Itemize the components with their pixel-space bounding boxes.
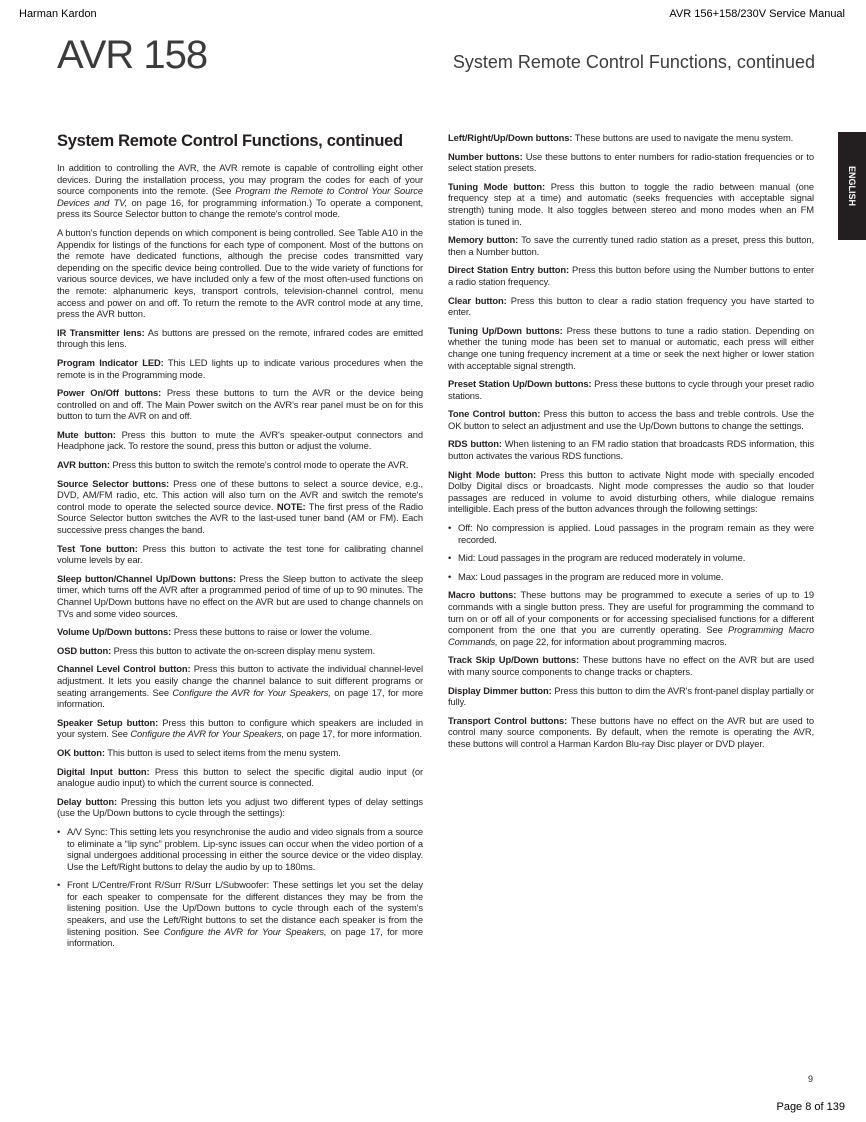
nav-buttons-item: Left/Right/Up/Down buttons: These buttons are used to navigate the menu system. bbox=[448, 132, 794, 143]
list-item: • Mid: Loud passages in the program are reduced moderately in volume. bbox=[448, 552, 814, 564]
section-heading: System Remote Control Functions, continued bbox=[57, 132, 403, 150]
macro-item: Macro buttons: These buttons may be programmed to execute a series of up to 19 commands with a single button press. They are useful for programming the command to turn on or off all of your components or for accessing specialised functions for a different component from the one that you are currently operating. See Programming Macro Commands, on page 22, for information about programming macros. bbox=[448, 589, 814, 647]
number-buttons-item: Number buttons: Use these buttons to enter numbers for radio-station frequencies or to select station presets. bbox=[448, 150, 814, 174]
night-mode-bullets bbox=[448, 522, 814, 582]
memory-item: Memory button: To save the currently tuned radio station as a preset, press this button, then a Number button. bbox=[448, 234, 814, 257]
left-column bbox=[57, 131, 423, 956]
pdf-header-brand: Harman Kardon bbox=[19, 8, 97, 20]
model-title: AVR 158 bbox=[57, 33, 208, 77]
program-led-item: Program Indicator LED: This LED lights up to indicate various procedures when the remote is in the Programming mode. bbox=[57, 356, 423, 380]
ir-transmitter-item: IR Transmitter lens: As buttons are pressed on the remote, infrared codes are emitted through this lens. bbox=[57, 326, 423, 350]
language-tab bbox=[838, 132, 866, 240]
list-item: • Off: No compression is applied. Loud passages in the program remain as they were recorded. bbox=[448, 522, 814, 545]
tone-control-item: Tone Control button: Press this button to access the bass and treble controls. Use the OK button to select an adjustment and use the Up/Down buttons to change the settings. bbox=[448, 408, 814, 431]
rds-item: RDS button: When listening to an FM radio station that broadcasts RDS information, this button activates the various RDS functions. bbox=[448, 438, 814, 462]
night-mode-item: Night Mode button: Press this button to activate Night mode with specially encoded Dolby Digital discs or broadcasts. Night mode compresses the audio so that louder passages are reduced in volume to avoid disturbing others, while dialogue remains intelligible. Each press of the button advances through the following settings: bbox=[448, 468, 815, 515]
test-tone-item: Test Tone button: Press this button to activate the test tone for calibrating channel volume levels by ear. bbox=[57, 542, 423, 566]
direct-station-item: Direct Station Entry button: Press this button before using the Number buttons to enter a radio station frequency. bbox=[448, 264, 815, 287]
delay-bullets bbox=[57, 826, 423, 949]
clear-item: Clear button: Press this button to clear a radio station frequency you have started to enter. bbox=[448, 294, 814, 318]
sleep-item: Sleep button/Channel Up/Down buttons: Press the Sleep button to activate the sleep timer, which turns off the AVR after a programmed period of time of up to 90 minutes. The Channel Up/Down buttons have no effect on the AVR but are used to change channels on TVs and some video sources. bbox=[57, 572, 424, 619]
transport-control-item: Transport Control buttons: These buttons have no effect on the AVR but are used to control many source components. By default, when the remote is operating the AVR, these buttons will control a Harman Kardon Blu-ray Disc player or DVD player. bbox=[448, 714, 814, 749]
ok-item: OK button: This button is used to select items from the menu system. bbox=[57, 746, 341, 758]
page-number: 9 bbox=[808, 1074, 814, 1084]
pdf-page-indicator: Page 8 of 139 bbox=[776, 1101, 845, 1113]
digital-input-item: Digital Input button: Press this button to select the specific digital audio input (or analogue audio input) to which the current source is connected. bbox=[57, 765, 423, 789]
intro-paragraph-1: In addition to controlling the AVR, the AVR remote is capable of controlling eight other devices. During the installation process, you may program the codes for each of your source components into the remote. (See Program the Remote to Control Your Source Devices and TV, on page 16, for programming information.) To operate a component, press its Source Selector button to change the remote's control mode. bbox=[57, 162, 423, 220]
track-skip-item: Track Skip Up/Down buttons: These buttons have no effect on the AVR but are used with many source components to change tracks or chapters. bbox=[448, 654, 814, 677]
display-dimmer-item: Display Dimmer button: Press this button to dim the AVR's front-panel display partially or fully. bbox=[448, 684, 814, 708]
preset-station-item: Preset Station Up/Down buttons: Press these buttons to cycle through your preset radio stations. bbox=[448, 378, 814, 401]
channel-level-item: Channel Level Control button: Press this button to activate the individual channel-level adjustment. It lets you easily change the channel balance to suit different programs or seating arrangements. See Configure the AVR for Your Speakers, on page 17, for more information. bbox=[57, 663, 423, 710]
speaker-setup-item: Speaker Setup button: Press this button to configure which speakers are included in your system. See Configure the AVR for Your Speakers, on page 17, for more information. bbox=[57, 716, 423, 740]
language-tab-label: ENGLISH bbox=[847, 165, 857, 207]
right-column bbox=[448, 132, 814, 757]
intro-paragraph-2: A button's function depends on which component is being controlled. See Table A10 in the Appendix for listings of the functions for each type of component. Most of the buttons on the remote have dedicated functions, although the precise codes transmitted vary depending on the specific device being controlled. Due to the wide variety of functions for various source devices, we have included only a few of the most often-used functions on the remote: alphanumeric keys, transport controls, television-channel control, menu access and power on and off. To return the remote to the AVR control mode at any time, press the AVR button. bbox=[57, 226, 423, 320]
tuning-updown-item: Tuning Up/Down buttons: Press these buttons to tune a radio station. Depending on whether the tuning mode has been set to manual or automatic, each press will either change one tuning frequency increment at a time or seek the next higher or lower station with acceptable signal strength. bbox=[448, 324, 814, 371]
volume-item: Volume Up/Down buttons: Press these buttons to raise or lower the volume. bbox=[57, 626, 373, 638]
pdf-header-title: AVR 156+158/230V Service Manual bbox=[669, 8, 845, 20]
delay-item: Delay button: Pressing this button lets you adjust two different types of delay settings (use the Up/Down buttons to cycle through the settings): bbox=[57, 795, 423, 819]
avr-button-item: AVR button: Press this button to switch the remote's control mode to operate the AVR. bbox=[57, 459, 409, 471]
list-item: • A/V Sync: This setting lets you resynchronise the audio and video signals from a source to eliminate a “lip sync” problem. Lip-sync issues can occur when the video portion of a signal undergoes additional processing in either the source device or the video display. Use the Left/Right buttons to delay the audio by up to 180ms. bbox=[57, 826, 423, 872]
osd-item: OSD button: Press this button to activate the on-screen display menu system. bbox=[57, 644, 376, 656]
tuning-mode-item: Tuning Mode button: Press this button to toggle the radio between manual (one frequency step at a time) and automatic (seeks frequencies with acceptable signal strength) tuning mode. It also toggles between stereo and mono modes when an FM station is tuned in. bbox=[448, 180, 815, 227]
list-item: • Front L/Centre/Front R/Surr R/Surr L/Subwoofer: These settings let you set the delay for each speaker to compensate for the different distances they may be from the listening position. Use the Up/Down buttons to cycle through each of the system's speakers, and use the Left/Right buttons to set the distance each speaker is from the listening position. See Configure the AVR for Your Speakers, on page 17, for more information. bbox=[57, 879, 423, 949]
section-header: System Remote Control Functions, continued bbox=[452, 52, 815, 72]
list-item: • Max: Loud passages in the program are reduced more in volume. bbox=[448, 571, 814, 583]
power-item: Power On/Off buttons: Press these buttons to turn the AVR or the device being controlled on and off. The Main Power switch on the AVR's rear panel must be on for this button to turn the AVR on and off. bbox=[57, 387, 423, 422]
mute-item: Mute button: Press this button to mute the AVR's speaker-output connectors and Headphone jack. To restore the sound, press this button or adjust the volume. bbox=[57, 428, 423, 452]
source-selector-item: Source Selector buttons: Press one of these buttons to select a source device, e.g., DVD, AM/FM radio, etc. This action will also turn on the AVR and switch the remote's control mode to operate the selected source device. NOTE: The first press of the Radio Source Selector button switches the AVR to the last-used tuner band (AM or FM). Each successive press changes the band. bbox=[57, 477, 424, 536]
